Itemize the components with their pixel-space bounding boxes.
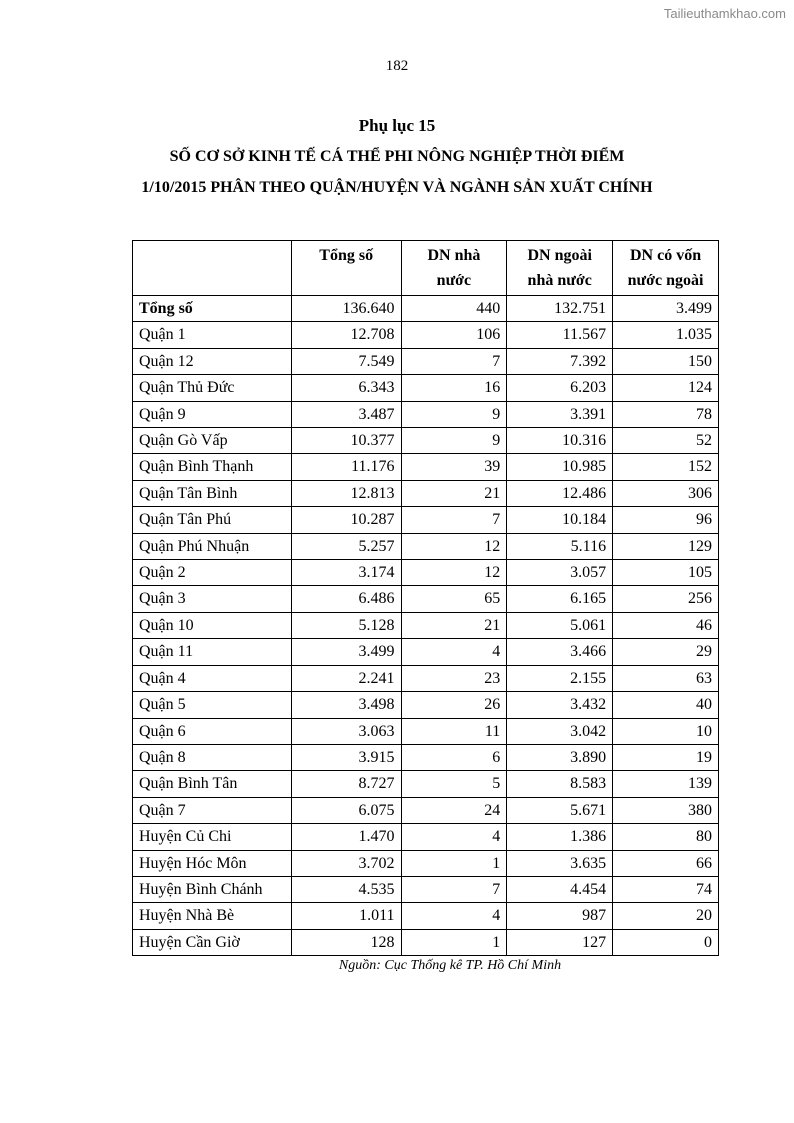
row-label: Quận Thủ Đức bbox=[133, 375, 292, 401]
cell-foreign: 40 bbox=[613, 692, 719, 718]
cell-state-owned: 21 bbox=[401, 480, 507, 506]
cell-total: 3.174 bbox=[291, 560, 401, 586]
header-foreign-line2: nước ngoài bbox=[627, 272, 704, 289]
cell-total: 10.287 bbox=[291, 507, 401, 533]
cell-total: 3.063 bbox=[291, 718, 401, 744]
row-label: Quận Tân Bình bbox=[133, 480, 292, 506]
cell-non-state: 7.392 bbox=[507, 348, 613, 374]
cell-non-state: 132.751 bbox=[507, 296, 613, 322]
cell-total: 11.176 bbox=[291, 454, 401, 480]
cell-total: 1.470 bbox=[291, 824, 401, 850]
header-total-label: Tổng số bbox=[319, 247, 374, 264]
row-label: Quận 9 bbox=[133, 401, 292, 427]
row-label: Quận Phú Nhuận bbox=[133, 533, 292, 559]
table-row bbox=[133, 612, 719, 638]
table-row bbox=[133, 692, 719, 718]
row-label: Quận 5 bbox=[133, 692, 292, 718]
cell-state-owned: 12 bbox=[401, 560, 507, 586]
cell-total: 7.549 bbox=[291, 348, 401, 374]
table-row bbox=[133, 454, 719, 480]
row-label: Quận 2 bbox=[133, 560, 292, 586]
table-row bbox=[133, 533, 719, 559]
cell-state-owned: 9 bbox=[401, 428, 507, 454]
row-label: Quận 10 bbox=[133, 612, 292, 638]
table-row bbox=[133, 718, 719, 744]
cell-non-state: 2.155 bbox=[507, 665, 613, 691]
cell-foreign: 129 bbox=[613, 533, 719, 559]
cell-state-owned: 4 bbox=[401, 824, 507, 850]
cell-foreign: 124 bbox=[613, 375, 719, 401]
table-header-row bbox=[133, 241, 719, 296]
row-label: Quận 1 bbox=[133, 322, 292, 348]
cell-non-state: 5.061 bbox=[507, 612, 613, 638]
cell-state-owned: 7 bbox=[401, 348, 507, 374]
header-foreign-line1: DN có vốn bbox=[629, 247, 702, 264]
cell-total: 3.499 bbox=[291, 639, 401, 665]
cell-state-owned: 12 bbox=[401, 533, 507, 559]
table-row bbox=[133, 348, 719, 374]
cell-state-owned: 5 bbox=[401, 771, 507, 797]
table-row bbox=[133, 401, 719, 427]
table-total-row bbox=[133, 296, 719, 322]
cell-foreign: 20 bbox=[613, 903, 719, 929]
cell-non-state: 4.454 bbox=[507, 876, 613, 902]
cell-non-state: 6.165 bbox=[507, 586, 613, 612]
header-empty bbox=[133, 241, 292, 296]
row-label: Huyện Hóc Môn bbox=[133, 850, 292, 876]
cell-total: 5.128 bbox=[291, 612, 401, 638]
cell-state-owned: 1 bbox=[401, 850, 507, 876]
cell-foreign: 80 bbox=[613, 824, 719, 850]
row-label: Quận Bình Thạnh bbox=[133, 454, 292, 480]
cell-foreign: 3.499 bbox=[613, 296, 719, 322]
cell-foreign: 46 bbox=[613, 612, 719, 638]
row-label: Huyện Bình Chánh bbox=[133, 876, 292, 902]
cell-non-state: 8.583 bbox=[507, 771, 613, 797]
cell-foreign: 380 bbox=[613, 797, 719, 823]
header-state-owned-line1: DN nhà bbox=[427, 247, 481, 264]
table-row bbox=[133, 824, 719, 850]
cell-state-owned: 6 bbox=[401, 744, 507, 770]
cell-state-owned: 21 bbox=[401, 612, 507, 638]
row-label: Quận 12 bbox=[133, 348, 292, 374]
table-row bbox=[133, 744, 719, 770]
table-row bbox=[133, 665, 719, 691]
cell-state-owned: 7 bbox=[401, 507, 507, 533]
cell-non-state: 3.057 bbox=[507, 560, 613, 586]
header-non-state bbox=[507, 241, 613, 296]
cell-non-state: 1.386 bbox=[507, 824, 613, 850]
table-title-line-2: 1/10/2015 PHÂN THEO QUẬN/HUYỆN VÀ NGÀNH SẢN XUẤT CHÍNH bbox=[141, 179, 653, 196]
table-row bbox=[133, 375, 719, 401]
cell-foreign: 63 bbox=[613, 665, 719, 691]
table-row bbox=[133, 850, 719, 876]
row-label: Quận 4 bbox=[133, 665, 292, 691]
row-label: Huyện Củ Chi bbox=[133, 824, 292, 850]
source-note: Nguồn: Cục Thống kê TP. Hồ Chí Minh bbox=[338, 958, 562, 973]
cell-total: 12.708 bbox=[291, 322, 401, 348]
row-label: Huyện Cần Giờ bbox=[133, 929, 292, 955]
cell-foreign: 256 bbox=[613, 586, 719, 612]
cell-foreign: 19 bbox=[613, 744, 719, 770]
cell-foreign: 74 bbox=[613, 876, 719, 902]
cell-foreign: 1.035 bbox=[613, 322, 719, 348]
cell-non-state: 3.466 bbox=[507, 639, 613, 665]
row-label: Tổng số bbox=[133, 296, 292, 322]
cell-non-state: 987 bbox=[507, 903, 613, 929]
header-foreign bbox=[613, 241, 719, 296]
cell-state-owned: 24 bbox=[401, 797, 507, 823]
table-row bbox=[133, 586, 719, 612]
cell-non-state: 3.042 bbox=[507, 718, 613, 744]
cell-total: 6.486 bbox=[291, 586, 401, 612]
row-label: Quận 6 bbox=[133, 718, 292, 744]
table-row bbox=[133, 480, 719, 506]
cell-non-state: 11.567 bbox=[507, 322, 613, 348]
cell-state-owned: 106 bbox=[401, 322, 507, 348]
row-label: Quận Tân Phú bbox=[133, 507, 292, 533]
cell-total: 3.702 bbox=[291, 850, 401, 876]
row-label: Quận 7 bbox=[133, 797, 292, 823]
table-row bbox=[133, 560, 719, 586]
cell-state-owned: 23 bbox=[401, 665, 507, 691]
header-state-owned-line2: nước bbox=[436, 272, 472, 289]
cell-total: 3.498 bbox=[291, 692, 401, 718]
cell-non-state: 3.432 bbox=[507, 692, 613, 718]
cell-non-state: 5.116 bbox=[507, 533, 613, 559]
cell-total: 3.487 bbox=[291, 401, 401, 427]
cell-state-owned: 11 bbox=[401, 718, 507, 744]
cell-foreign: 96 bbox=[613, 507, 719, 533]
table-row bbox=[133, 903, 719, 929]
cell-non-state: 3.890 bbox=[507, 744, 613, 770]
cell-total: 6.343 bbox=[291, 375, 401, 401]
cell-state-owned: 26 bbox=[401, 692, 507, 718]
cell-total: 10.377 bbox=[291, 428, 401, 454]
cell-non-state: 6.203 bbox=[507, 375, 613, 401]
cell-total: 6.075 bbox=[291, 797, 401, 823]
row-label: Quận Gò Vấp bbox=[133, 428, 292, 454]
cell-total: 8.727 bbox=[291, 771, 401, 797]
cell-non-state: 5.671 bbox=[507, 797, 613, 823]
table-row bbox=[133, 771, 719, 797]
cell-total: 136.640 bbox=[291, 296, 401, 322]
cell-total: 12.813 bbox=[291, 480, 401, 506]
header-non-state-line1: DN ngoài bbox=[527, 247, 592, 264]
table-row bbox=[133, 876, 719, 902]
cell-non-state: 10.184 bbox=[507, 507, 613, 533]
table-row bbox=[133, 428, 719, 454]
cell-state-owned: 7 bbox=[401, 876, 507, 902]
table-title-line-1: SỐ CƠ SỞ KINH TẾ CÁ THỂ PHI NÔNG NGHIỆP THỜI ĐIỂM bbox=[169, 148, 625, 165]
cell-non-state: 3.391 bbox=[507, 401, 613, 427]
cell-non-state: 127 bbox=[507, 929, 613, 955]
appendix-title: Phụ lục 15 bbox=[358, 116, 436, 135]
table-row bbox=[133, 797, 719, 823]
row-label: Quận 11 bbox=[133, 639, 292, 665]
cell-state-owned: 9 bbox=[401, 401, 507, 427]
cell-non-state: 10.316 bbox=[507, 428, 613, 454]
row-label: Huyện Nhà Bè bbox=[133, 903, 292, 929]
cell-non-state: 12.486 bbox=[507, 480, 613, 506]
cell-total: 2.241 bbox=[291, 665, 401, 691]
statistics-table bbox=[132, 240, 719, 956]
cell-total: 128 bbox=[291, 929, 401, 955]
table-row bbox=[133, 639, 719, 665]
cell-state-owned: 65 bbox=[401, 586, 507, 612]
header-non-state-line2: nhà nước bbox=[527, 272, 592, 289]
cell-foreign: 66 bbox=[613, 850, 719, 876]
cell-state-owned: 4 bbox=[401, 639, 507, 665]
row-label: Quận 3 bbox=[133, 586, 292, 612]
cell-foreign: 105 bbox=[613, 560, 719, 586]
cell-foreign: 78 bbox=[613, 401, 719, 427]
cell-state-owned: 440 bbox=[401, 296, 507, 322]
cell-foreign: 29 bbox=[613, 639, 719, 665]
cell-total: 4.535 bbox=[291, 876, 401, 902]
table-row bbox=[133, 507, 719, 533]
cell-foreign: 306 bbox=[613, 480, 719, 506]
cell-foreign: 150 bbox=[613, 348, 719, 374]
cell-state-owned: 39 bbox=[401, 454, 507, 480]
header-total bbox=[291, 241, 401, 296]
cell-foreign: 139 bbox=[613, 771, 719, 797]
cell-non-state: 10.985 bbox=[507, 454, 613, 480]
cell-total: 5.257 bbox=[291, 533, 401, 559]
table-row bbox=[133, 322, 719, 348]
cell-foreign: 10 bbox=[613, 718, 719, 744]
cell-total: 1.011 bbox=[291, 903, 401, 929]
cell-state-owned: 16 bbox=[401, 375, 507, 401]
row-label: Quận Bình Tân bbox=[133, 771, 292, 797]
cell-foreign: 0 bbox=[613, 929, 719, 955]
cell-foreign: 52 bbox=[613, 428, 719, 454]
header-state-owned bbox=[401, 241, 507, 296]
watermark-text: Tailieuthamkhao.com bbox=[663, 6, 786, 21]
page-number: 182 bbox=[385, 58, 409, 74]
row-label: Quận 8 bbox=[133, 744, 292, 770]
cell-foreign: 152 bbox=[613, 454, 719, 480]
cell-state-owned: 4 bbox=[401, 903, 507, 929]
cell-non-state: 3.635 bbox=[507, 850, 613, 876]
cell-total: 3.915 bbox=[291, 744, 401, 770]
table-row bbox=[133, 929, 719, 955]
cell-state-owned: 1 bbox=[401, 929, 507, 955]
